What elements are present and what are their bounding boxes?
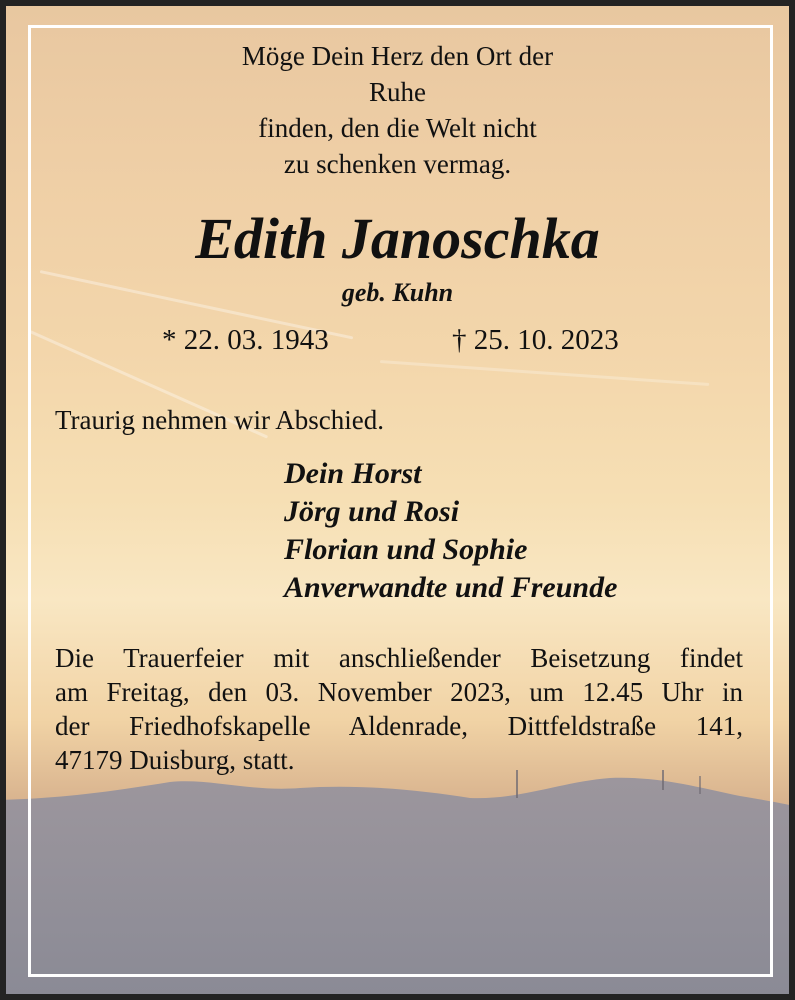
mourner-item: Jörg und Rosi xyxy=(284,495,460,528)
mourner-item: Florian und Sophie xyxy=(284,533,528,566)
ceremony-line: der Friedhofskapelle Aldenrade, Dittfeldstraße 141, xyxy=(55,711,743,741)
ceremony-line: am Freitag, den 03. November 2023, um 12.45 Uhr in xyxy=(55,677,743,707)
ceremony-line: 47179 Duisburg, statt. xyxy=(55,745,295,775)
mourner-item: Anverwandte und Freunde xyxy=(284,571,618,604)
motto-line: zu schenken vermag. xyxy=(283,149,512,179)
death-date: † 25. 10. 2023 xyxy=(452,324,619,356)
deceased-name: Edith Janoschka xyxy=(195,206,600,271)
birth-date: * 22. 03. 1943 xyxy=(162,324,329,356)
ceremony-details xyxy=(55,641,743,777)
birth-name: geb. Kuhn xyxy=(341,278,454,307)
ceremony-line: Die Trauerfeier mit anschließender Beisetzung findet xyxy=(55,643,743,673)
motto-verse xyxy=(0,38,795,182)
farewell-text: Traurig nehmen wir Abschied. xyxy=(55,405,384,435)
motto-line: finden, den die Welt nicht xyxy=(258,113,537,143)
motto-line: Ruhe xyxy=(369,77,426,107)
motto-line: Möge Dein Herz den Ort der xyxy=(241,41,554,71)
mourners-list xyxy=(284,455,617,607)
mourner-item: Dein Horst xyxy=(284,457,422,490)
